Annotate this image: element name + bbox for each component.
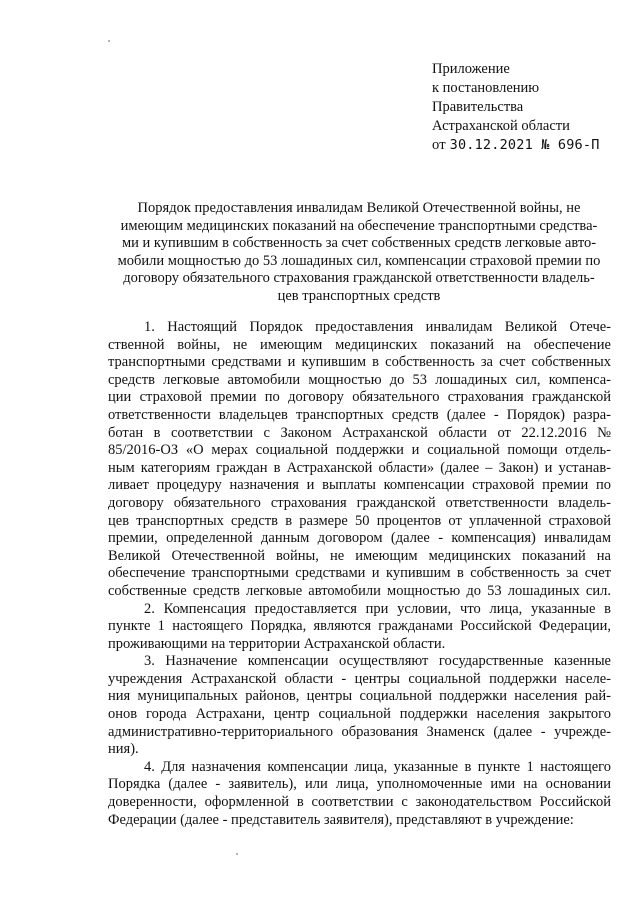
scan-speck bbox=[236, 853, 238, 855]
text-line: онов города Астрахани, центр социальной поддержки населения закрытого bbox=[108, 706, 611, 723]
text-line: Федерации (далее - представитель заявителя), представляют в учреждение: bbox=[108, 811, 574, 828]
paragraph-1 bbox=[108, 319, 611, 601]
paragraph-2 bbox=[108, 601, 611, 654]
text-line: ботан в соответствии с Законом Астраханской области от 22.12.2016 № bbox=[108, 424, 611, 441]
appendix-line: Астраханской области bbox=[432, 118, 570, 134]
paragraph-4 bbox=[108, 759, 611, 829]
text-line: ния). bbox=[108, 741, 139, 758]
text-line: 85/2016-ОЗ «О мерах социальной поддержки и социальной помощи отдель- bbox=[108, 442, 611, 459]
appendix-line: Правительства bbox=[432, 99, 524, 115]
paragraph-3 bbox=[108, 653, 611, 759]
text-line: транспортными средствами и купившим в собственность за счет собственных bbox=[108, 354, 611, 371]
appendix-block bbox=[432, 60, 600, 155]
title-line: цев транспортных средств bbox=[277, 287, 441, 304]
text-line: цев транспортных средств в размере 50 процентов от уплаченной страховой bbox=[108, 512, 611, 529]
title-line: Порядок предоставления инвалидам Великой Отечественной войны, не bbox=[137, 200, 581, 216]
text-line: 1. Настоящий Порядок предоставления инвалидам Великой Отече- bbox=[144, 319, 611, 335]
title-line: договору обязательного страхования гражданской ответственности владель- bbox=[123, 270, 595, 287]
title-line: ми и купившим в собственность за счет собственных средств легковые авто- bbox=[121, 235, 597, 252]
text-line: Великой Отечественной войны, не имеющим медицинских показаний на bbox=[108, 547, 611, 564]
text-line: ственной войны, не имеющим медицинских показаний на обеспечение bbox=[108, 336, 611, 353]
title-line: имеющим медицинских показаний на обеспечение транспортными средства- bbox=[120, 217, 598, 234]
text-line: собственные средств легковые автомобили мощностью до 53 лошадиных сил. bbox=[108, 582, 611, 599]
text-line: ния муниципальных районов, центры социальной поддержки населения рай- bbox=[108, 688, 611, 705]
appendix-line: Приложение bbox=[432, 61, 510, 77]
document-title bbox=[108, 200, 610, 306]
text-line: 2. Компенсация предоставляется при условии, что лица, указанные в bbox=[144, 600, 611, 617]
document-body bbox=[108, 319, 611, 829]
text-line: 4. Для назначения компенсации лица, указанные в пункте 1 настоящего bbox=[144, 758, 611, 775]
text-line: средств легковые автомобили мощностью до 53 лошадиных сил, компенса- bbox=[108, 371, 611, 388]
date-stamp: 30.12.2021 № 696-П bbox=[449, 137, 600, 153]
text-line: пункте 1 настоящего Порядка, являются гражданами Российской Федерации, bbox=[108, 618, 611, 635]
text-line: ции страховой премии по договору обязательного страхования гражданской bbox=[108, 389, 611, 406]
text-line: 3. Назначение компенсации осуществляют государственные казенные bbox=[144, 653, 611, 670]
appendix-line: к постановлению bbox=[432, 80, 540, 96]
text-line: договору обязательного страхования гражданской ответственности владель- bbox=[108, 494, 611, 511]
text-line: Порядка (далее - заявитель), или лица, уполномоченные ими на основании bbox=[108, 776, 611, 793]
title-line: мобили мощностью до 53 лошадиных сил, компенсации страховой премии по bbox=[117, 252, 601, 269]
text-line: доверенности, оформленной в соответствии с законодательством Российской bbox=[108, 794, 611, 811]
text-line: административно-территориального образования Знаменск (далее - учрежде- bbox=[108, 723, 611, 740]
text-line: проживающими на территории Астраханской области. bbox=[108, 635, 446, 652]
appendix-date bbox=[432, 136, 600, 155]
text-line: обеспечение транспортными средствами и купившим в собственность за счет bbox=[108, 565, 611, 582]
text-line: учреждения Астраханской области - центры социальной поддержки населе- bbox=[108, 670, 611, 687]
text-line: премии, определенной данным договором (далее - компенсация) инвалидам bbox=[108, 530, 611, 547]
date-prefix: от bbox=[432, 137, 446, 153]
text-line: ливает процедуру назначения и выплаты компенсации страховой премии по bbox=[108, 477, 611, 494]
text-line: ответственности владельцев транспортных средств (далее - Порядок) разра- bbox=[108, 406, 611, 423]
text-line: ным категориям граждан в Астраханской области» (далее – Закон) и устанав- bbox=[108, 459, 611, 476]
scan-speck bbox=[108, 40, 110, 42]
